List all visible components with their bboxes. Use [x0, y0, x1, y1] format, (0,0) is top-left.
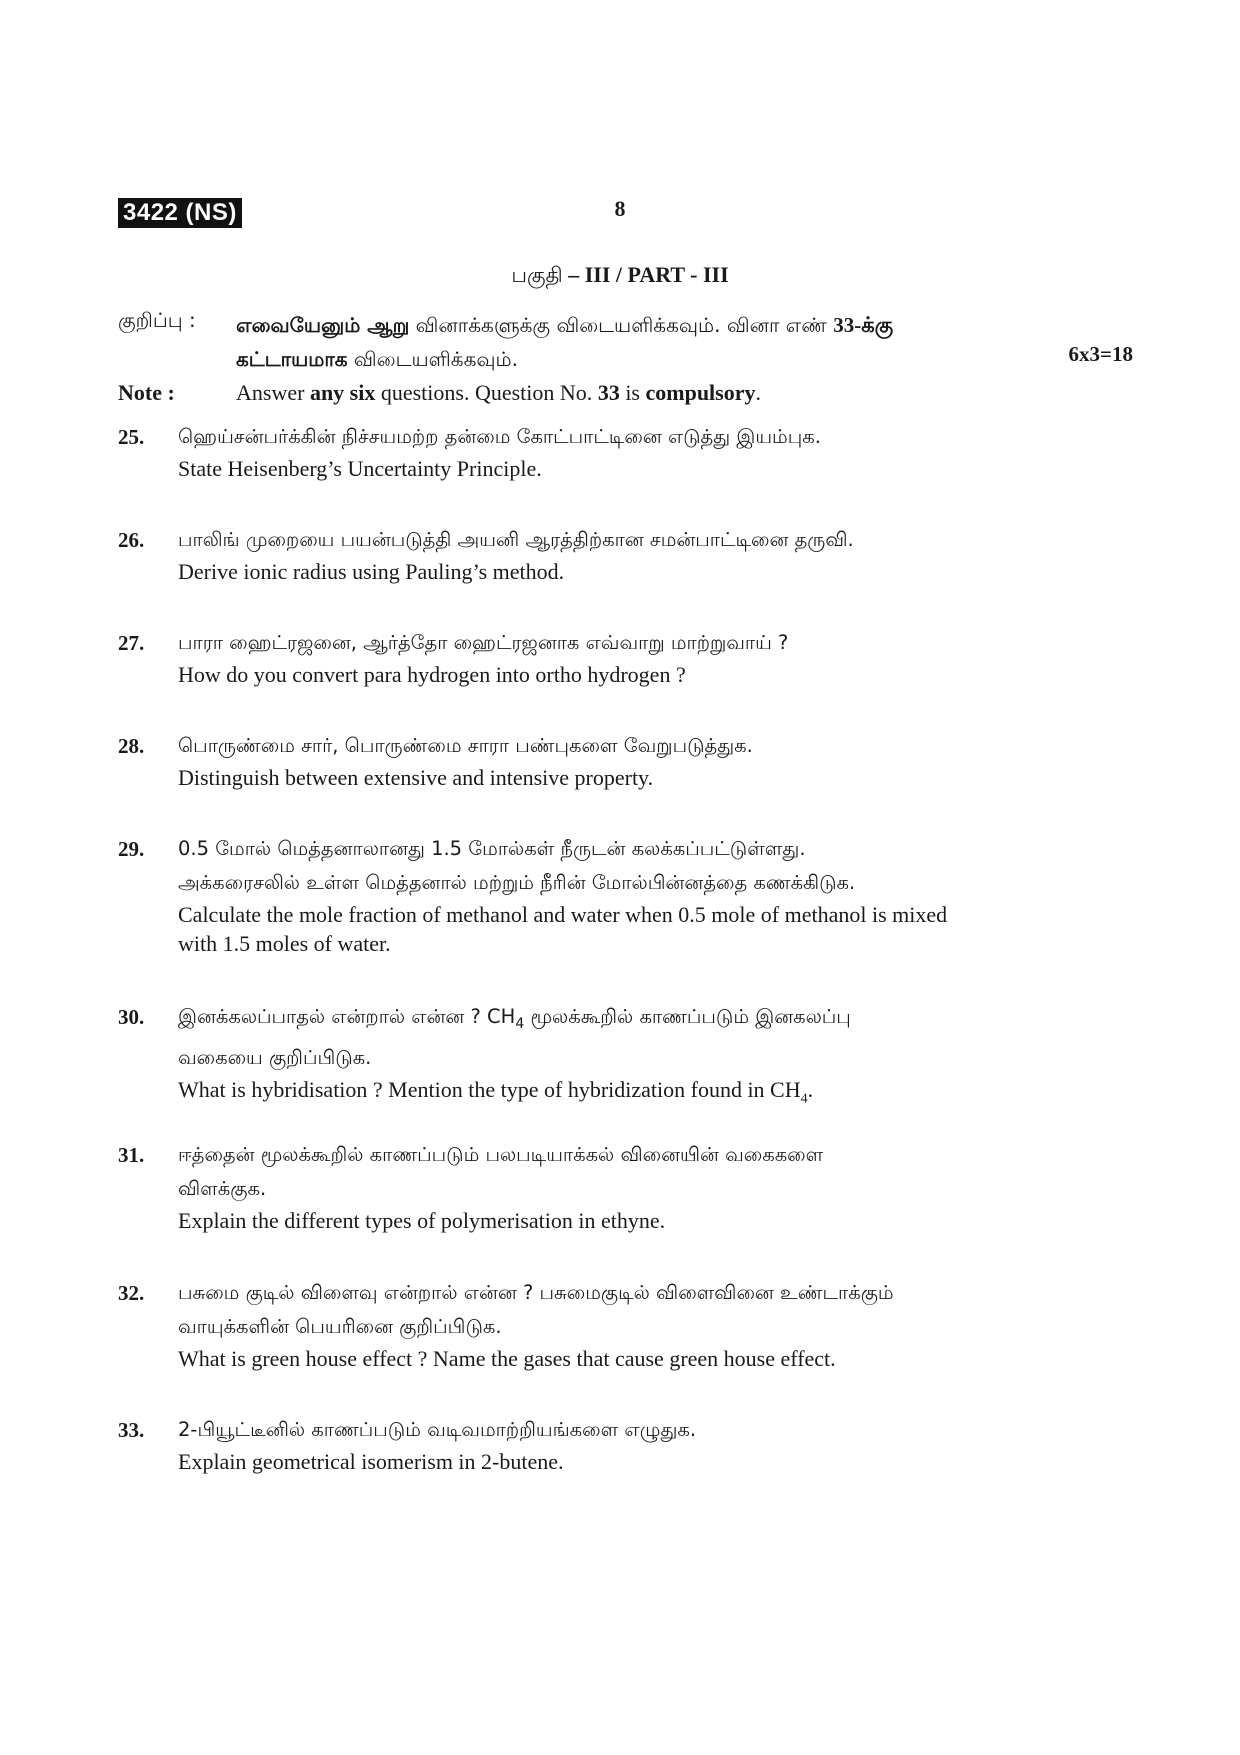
question-number: 26.: [118, 528, 145, 552]
instr-question-number: 33-க்கு: [833, 313, 894, 337]
question-text-tamil: 2-பியூட்டீனில் காணப்படும் வடிவமாற்றியங்களை எழுதுக.: [178, 1418, 697, 1441]
note-text-4: .: [755, 380, 761, 405]
instructions-tamil: [118, 308, 1133, 376]
question-text-tamil-line-2: விளக்குக.: [178, 1177, 267, 1200]
question-text-english-line-2: with 1.5 moles of water.: [178, 931, 391, 956]
part-title-tamil: பகுதி: [511, 263, 563, 287]
instr-emphasis-compulsory: கட்டாயமாக: [236, 347, 348, 371]
question-text-tamil-line-1: ஈத்தைன் மூலக்கூறில் காணப்படும் பலபடியாக்கல் வினையின் வகைகளை: [178, 1143, 824, 1166]
marks-allocation: 6x3=18: [1068, 342, 1133, 366]
question-text-tamil-line-2: அக்கரைசலில் உள்ள மெத்தனால் மற்றும் நீரின் மோல்பின்னத்தை கணக்கிடுக.: [178, 871, 856, 894]
question-text-english-line-1: Calculate the mole fraction of methanol and water when 0.5 mole of methanol is mixed: [178, 902, 948, 927]
question-text-english: Distinguish between extensive and intensive property.: [178, 765, 654, 790]
question-text-english-part-b: .: [807, 1076, 814, 1102]
part-title-english: – III / PART - III: [562, 262, 729, 287]
subscript: 4: [800, 1091, 808, 1107]
note-english: [118, 380, 761, 406]
question-text-tamil-line-2: வாயுக்களின் பெயரினை குறிப்பிடுக.: [178, 1315, 502, 1338]
question-text-tamil-line-1: [178, 1000, 1068, 1041]
page-number: 8: [614, 196, 626, 221]
question-text-english: State Heisenberg’s Uncertainty Principle.: [178, 456, 542, 481]
instr-text-2: விடையளிக்கவும்.: [347, 347, 518, 371]
note-label: Note :: [118, 380, 175, 405]
question-text-tamil: பொருண்மை சார், பொருண்மை சாரா பண்புகளை வேறுபடுத்துக.: [178, 734, 753, 757]
instr-text-1: வினாக்களுக்கு விடையளிக்கவும். வினா எண்: [409, 313, 834, 337]
question-25: [118, 420, 1068, 483]
note-q-number: 33: [597, 380, 620, 405]
question-text-english: Explain the different types of polymerisation in ethyne.: [178, 1208, 666, 1233]
question-text-english-part-a: What is hybridisation ? Mention the type of hybridization found in CH: [178, 1076, 801, 1102]
question-text-tamil: ஹெய்சன்பர்க்கின் நிச்சயமற்ற தன்மை கோட்பாட்டினை எடுத்து இயம்புக.: [178, 425, 821, 448]
question-text-tamil-line-1: 0.5 மோல் மெத்தனாலானது 1.5 மோல்கள் நீருடன் கலக்கப்பட்டுள்ளது.: [178, 837, 806, 860]
question-number: 33.: [118, 1418, 145, 1442]
question-text-tamil-line-1: பசுமை குடில் விளைவு என்றால் என்ன ? பசுமைகுடில் விளைவினை உண்டாக்கும்: [178, 1281, 894, 1304]
question-text-tamil-part-b: மூலக்கூறில் காணப்படும் இனகலப்பு: [524, 1005, 851, 1028]
question-text-english: [178, 1075, 1068, 1113]
subscript: 4: [515, 1015, 525, 1032]
question-33: [118, 1413, 1068, 1476]
question-number: 25.: [118, 425, 145, 449]
question-text-tamil-part-a: இனக்கலப்பாதல் என்றால் என்ன ? CH: [178, 1005, 516, 1028]
question-text-english: What is green house effect ? Name the gases that cause green house effect.: [178, 1346, 836, 1371]
question-text-english: How do you convert para hydrogen into ortho hydrogen ?: [178, 662, 686, 687]
instr-emphasis-any-six: எவையேனும் ஆறு: [236, 313, 410, 337]
instructions-label: குறிப்பு :: [118, 308, 196, 332]
note-text-1: Answer: [236, 380, 310, 405]
part-title: [0, 262, 1240, 290]
question-text-tamil: பாரா ஹைட்ரஜனை, ஆர்த்தோ ஹைட்ரஜனாக எவ்வாறு மாற்றுவாய் ?: [178, 631, 789, 654]
question-number: 31.: [118, 1143, 145, 1167]
question-text-tamil: பாலிங் முறையை பயன்படுத்தி அயனி ஆரத்திற்கான சமன்பாட்டினை தருவி.: [178, 528, 854, 551]
question-text-english: Derive ionic radius using Pauling’s method.: [178, 559, 565, 584]
question-27: [118, 626, 1068, 689]
note-text-3: is: [619, 380, 646, 405]
question-31: [118, 1138, 1068, 1235]
question-number: 28.: [118, 734, 145, 758]
question-number: 32.: [118, 1281, 145, 1305]
question-text-tamil-line-2: வகையை குறிப்பிடுக.: [178, 1045, 372, 1069]
question-28: [118, 729, 1068, 792]
note-any-six: any six: [309, 380, 376, 405]
question-number: 29.: [118, 837, 145, 861]
question-26: [118, 523, 1068, 586]
question-text-english: Explain geometrical isomerism in 2-butene.: [178, 1449, 564, 1474]
question-number: 30.: [118, 1005, 145, 1029]
question-30: [118, 1000, 1068, 1113]
question-29: [118, 832, 1068, 958]
note-text-2: questions. Question No.: [375, 380, 598, 405]
question-number: 27.: [118, 631, 145, 655]
paper-code-badge: 3422 (NS): [118, 198, 242, 228]
note-compulsory: compulsory: [645, 380, 756, 405]
question-32: [118, 1276, 1068, 1373]
